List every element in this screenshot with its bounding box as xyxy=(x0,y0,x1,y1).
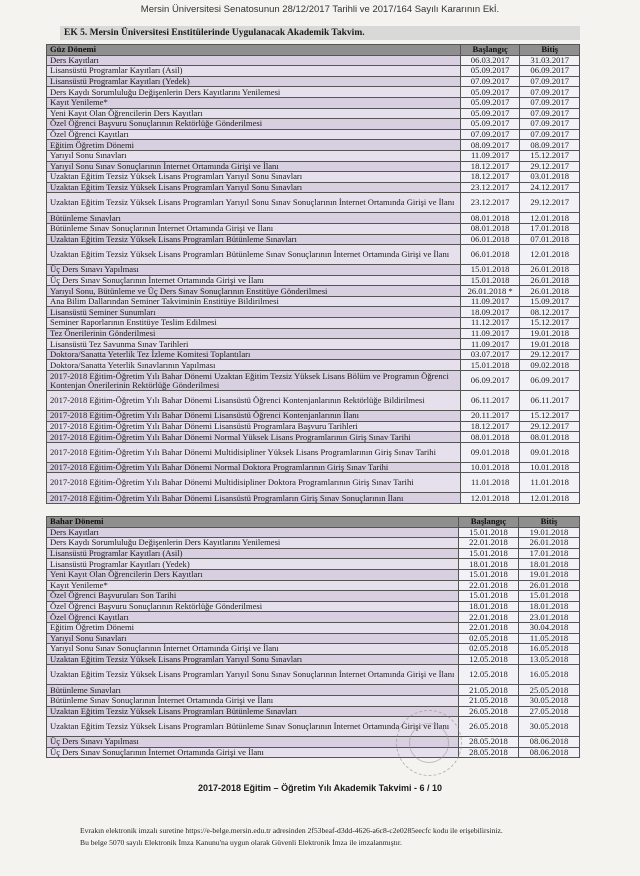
start-date: 18.12.2017 xyxy=(460,421,520,432)
end-date: 08.09.2017 xyxy=(520,140,580,151)
event-label: Özel Öğrenci Başvuru Sonuçlarının Rektörlüğe Gönderilmesi xyxy=(47,601,459,612)
table-row xyxy=(47,432,580,443)
end-date: 07.09.2017 xyxy=(520,108,580,119)
start-date: 28.05.2018 xyxy=(458,747,518,758)
end-date: 09.01.2018 xyxy=(520,442,580,462)
end-date: 07.01.2018 xyxy=(520,234,580,245)
event-label: Üç Ders Sınavı Yapılması xyxy=(47,737,459,748)
table-row xyxy=(47,538,580,549)
end-date: 12.01.2018 xyxy=(520,213,580,224)
event-label: Tez Önerilerinin Gönderilmesi xyxy=(47,328,461,339)
start-date: 12.05.2018 xyxy=(458,654,518,665)
start-date: 07.09.2017 xyxy=(460,129,520,140)
end-date: 03.01.2018 xyxy=(520,172,580,183)
event-label: 2017-2018 Eğitim-Öğretim Yılı Bahar Dönemi Multidisipliner Doktora Programlarının Giriş Sınav Tarihi xyxy=(47,473,461,493)
table-row xyxy=(47,97,580,108)
end-date: 15.09.2017 xyxy=(520,296,580,307)
event-label: Lisansüstü Programlar Kayıtları (Yedek) xyxy=(47,76,461,87)
event-label: Ders Kaydı Sorumluluğu Değişenlerin Ders Kayıtlarını Yenilemesi xyxy=(47,538,459,549)
start-date: 28.05.2018 xyxy=(458,737,518,748)
table-row xyxy=(47,473,580,493)
table-row xyxy=(47,172,580,183)
table-row xyxy=(47,717,580,737)
event-label: Ders Kaydı Sorumluluğu Değişenlerin Ders Kayıtlarını Yenilemesi xyxy=(47,87,461,98)
event-label: Doktora/Sanatta Yeterlik Tez İzleme Komitesi Toplantıları xyxy=(47,349,461,360)
end-date: 17.01.2018 xyxy=(519,548,580,559)
end-date: 23.01.2018 xyxy=(519,612,580,623)
event-label: Yeni Kayıt Olan Öğrencilerin Ders Kayıtları xyxy=(47,569,459,580)
table-row xyxy=(47,66,580,77)
table-row xyxy=(47,182,580,193)
table-row xyxy=(47,339,580,350)
start-date: 18.09.2017 xyxy=(460,307,520,318)
table-row xyxy=(47,527,580,538)
table-row xyxy=(47,654,580,665)
verification-text: Evrakın elektronik imzalı suretine https://e-belge.mersin.edu.tr adresinden 2f53beaf-d3dd-4626-a6c8-c2e0285eecfc kodu ile erişebilirsiniz. xyxy=(80,826,503,835)
end-date: 25.05.2018 xyxy=(519,685,580,696)
start-date: 02.05.2018 xyxy=(458,633,518,644)
end-date: 12.01.2018 xyxy=(520,245,580,265)
event-label: Uzaktan Eğitim Tezsiz Yüksek Lisans Programları Bütünleme Sınavları xyxy=(47,706,459,717)
event-label: 2017-2018 Eğitim-Öğretim Yılı Bahar Dönemi Normal Doktora Programlarının Giriş Sınav Tarihi xyxy=(47,462,461,473)
start-date: 15.01.2018 xyxy=(460,360,520,371)
end-date: 06.11.2017 xyxy=(520,391,580,411)
event-label: Eğitim Öğretim Dönemi xyxy=(47,140,461,151)
footer-title: 2017-2018 Eğitim – Öğretim Yılı Akademik Takvimi - 6 / 10 xyxy=(198,783,442,793)
table-row xyxy=(47,307,580,318)
end-date: 06.09.2017 xyxy=(520,66,580,77)
end-date: 17.01.2018 xyxy=(520,223,580,234)
table-row xyxy=(47,318,580,329)
start-date: 15.01.2018 xyxy=(460,265,520,276)
end-date: 30.05.2018 xyxy=(519,695,580,706)
table-row xyxy=(47,245,580,265)
event-label: 2017-2018 Eğitim-Öğretim Yılı Bahar Dönemi Lisansüstü Programların Giriş Sınav Sonuçlarının İlanı xyxy=(47,493,461,504)
start-date: 15.01.2018 xyxy=(458,527,518,538)
table-row xyxy=(47,371,580,391)
event-label: Yarıyıl Sonu Sınav Sonuçlarının İnternet Ortamında Girişi ve İlanı xyxy=(47,161,461,172)
event-label: Uzaktan Eğitim Tezsiz Yüksek Lisans Programları Yarıyıl Sonu Sınavları xyxy=(47,172,461,183)
end-date: 26.01.2018 xyxy=(520,275,580,286)
table-row xyxy=(47,411,580,422)
event-label: 2017-2018 Eğitim-Öğretim Yılı Bahar Dönemi Uzaktan Eğitim Tezsiz Yüksek Lisans Bölüm ve Programın Öğrenci Kontenjan Önerilerinin Rektörlüğe Gönderilmesi xyxy=(47,371,461,391)
end-date: 30.04.2018 xyxy=(519,622,580,633)
start-date: 22.01.2018 xyxy=(458,580,518,591)
event-label: Yarıyıl Sonu Sınavları xyxy=(47,150,461,161)
start-date: 12.05.2018 xyxy=(458,665,518,685)
table-row xyxy=(47,223,580,234)
end-date: 07.09.2017 xyxy=(520,129,580,140)
start-date: 11.09.2017 xyxy=(460,328,520,339)
start-date: 18.01.2018 xyxy=(458,559,518,570)
official-seal xyxy=(396,710,462,776)
start-date: 02.05.2018 xyxy=(458,644,518,655)
end-date: 29.12.2017 xyxy=(520,349,580,360)
end-date: 26.01.2018 xyxy=(520,265,580,276)
table-row xyxy=(47,193,580,213)
event-label: Doktora/Sanatta Yeterlik Sınavlarının Yapılması xyxy=(47,360,461,371)
table-row xyxy=(47,55,580,66)
table-row xyxy=(47,234,580,245)
event-label: Lisansüstü Programlar Kayıtları (Asil) xyxy=(47,66,461,77)
end-date: 26.01.2018 xyxy=(519,580,580,591)
event-label: Kayıt Yenileme* xyxy=(47,580,459,591)
table-row xyxy=(47,129,580,140)
table-row xyxy=(47,328,580,339)
event-label: Üç Ders Sınav Sonuçlarının İnternet Ortamında Girişi ve İlanı xyxy=(47,747,459,758)
start-date: 18.01.2018 xyxy=(458,601,518,612)
start-date: 06.01.2018 xyxy=(460,245,520,265)
event-label: Uzaktan Eğitim Tezsiz Yüksek Lisans Programları Yarıyıl Sonu Sınav Sonuçlarının İnternet Ortamında Girişi ve İlanı xyxy=(47,665,459,685)
end-date: 15.12.2017 xyxy=(520,150,580,161)
table-row xyxy=(47,559,580,570)
end-date: 18.01.2018 xyxy=(519,601,580,612)
end-date: 08.12.2017 xyxy=(520,307,580,318)
column-header-start: Başlangıç xyxy=(460,45,520,56)
column-header-end: Bitiş xyxy=(520,45,580,56)
event-label: 2017-2018 Eğitim-Öğretim Yılı Bahar Dönemi Multidisipliner Yüksek Lisans Programlarının Giriş Sınav Tarihi xyxy=(47,442,461,462)
table-row xyxy=(47,421,580,432)
section-title: Bahar Dönemi xyxy=(47,517,459,528)
table-row xyxy=(47,108,580,119)
table-row xyxy=(47,462,580,473)
end-date: 19.01.2018 xyxy=(519,569,580,580)
event-label: Eğitim Öğretim Dönemi xyxy=(47,622,459,633)
start-date: 07.09.2017 xyxy=(460,76,520,87)
start-date: 05.09.2017 xyxy=(460,108,520,119)
end-date: 07.09.2017 xyxy=(520,87,580,98)
spring-calendar-table xyxy=(46,516,580,758)
start-date: 22.01.2018 xyxy=(458,612,518,623)
table-row xyxy=(47,644,580,655)
table-row xyxy=(47,265,580,276)
end-date: 08.01.2018 xyxy=(520,432,580,443)
end-date: 15.12.2017 xyxy=(520,318,580,329)
end-date: 26.01.2018 xyxy=(520,286,580,297)
start-date: 15.01.2018 xyxy=(460,275,520,286)
event-label: Seminer Raporlarının Enstitüye Teslim Edilmesi xyxy=(47,318,461,329)
end-date: 19.01.2018 xyxy=(519,527,580,538)
event-label: Ders Kayıtları xyxy=(47,527,459,538)
fall-section-header xyxy=(47,45,580,56)
end-date: 19.01.2018 xyxy=(520,328,580,339)
table-row xyxy=(47,119,580,130)
event-label: Ders Kayıtları xyxy=(47,55,461,66)
start-date: 12.01.2018 xyxy=(460,493,520,504)
event-label: Bütünleme Sınavları xyxy=(47,213,461,224)
table-row xyxy=(47,296,580,307)
start-date: 22.01.2018 xyxy=(458,538,518,549)
end-date: 10.01.2018 xyxy=(520,462,580,473)
start-date: 08.09.2017 xyxy=(460,140,520,151)
start-date: 20.11.2017 xyxy=(460,411,520,422)
start-date: 08.01.2018 xyxy=(460,432,520,443)
start-date: 11.09.2017 xyxy=(460,150,520,161)
end-date: 29.12.2017 xyxy=(520,161,580,172)
start-date: 23.12.2017 xyxy=(460,182,520,193)
start-date: 10.01.2018 xyxy=(460,462,520,473)
column-header-start: Başlangıç xyxy=(458,517,518,528)
document-title: EK 5. Mersin Üniversitesi Enstitülerinde Uygulanacak Akademik Takvim. xyxy=(60,26,580,40)
column-header-end: Bitiş xyxy=(519,517,580,528)
table-row xyxy=(47,360,580,371)
table-row xyxy=(47,665,580,685)
start-date: 08.01.2018 xyxy=(460,213,520,224)
event-label: Yarıyıl Sonu, Bütünleme ve Üç Ders Sınav Sonuçlarının Enstitüye Gönderilmesi xyxy=(47,286,461,297)
signature-law-text: Bu belge 5070 sayılı Elektronik İmza Kanunu'na uygun olarak Güvenli Elektronik İmza ile imzalanmıştır. xyxy=(80,838,402,847)
event-label: Uzaktan Eğitim Tezsiz Yüksek Lisans Programları Yarıyıl Sonu Sınavları xyxy=(47,654,459,665)
event-label: 2017-2018 Eğitim-Öğretim Yılı Bahar Dönemi Lisansüstü Öğrenci Kontenjanlarının İlanı xyxy=(47,411,461,422)
end-date: 16.05.2018 xyxy=(519,644,580,655)
event-label: 2017-2018 Eğitim-Öğretim Yılı Bahar Dönemi Normal Yüksek Lisans Programlarının Giriş Sınav Tarihi xyxy=(47,432,461,443)
table-row xyxy=(47,349,580,360)
event-label: Bütünleme Sınav Sonuçlarının İnternet Ortamında Girişi ve İlanı xyxy=(47,223,461,234)
table-row xyxy=(47,695,580,706)
start-date: 22.01.2018 xyxy=(458,622,518,633)
start-date: 06.11.2017 xyxy=(460,391,520,411)
table-row xyxy=(47,213,580,224)
table-row xyxy=(47,706,580,717)
start-date: 06.03.2017 xyxy=(460,55,520,66)
end-date: 15.01.2018 xyxy=(519,591,580,602)
event-label: Lisansüstü Seminer Sunumları xyxy=(47,307,461,318)
end-date: 31.03.2017 xyxy=(520,55,580,66)
event-label: 2017-2018 Eğitim-Öğretim Yılı Bahar Dönemi Lisansüstü Öğrenci Kontenjanlarının Rektörlüğe Bildirilmesi xyxy=(47,391,461,411)
event-label: Üç Ders Sınav Sonuçlarının İnternet Ortamında Girişi ve İlanı xyxy=(47,275,461,286)
start-date: 21.05.2018 xyxy=(458,685,518,696)
table-row xyxy=(47,601,580,612)
start-date: 15.01.2018 xyxy=(458,569,518,580)
table-row xyxy=(47,747,580,758)
end-date: 16.05.2018 xyxy=(519,665,580,685)
table-row xyxy=(47,140,580,151)
event-label: Uzaktan Eğitim Tezsiz Yüksek Lisans Programları Yarıyıl Sonu Sınav Sonuçlarının İnternet Ortamında Girişi ve İlanı xyxy=(47,193,461,213)
table-row xyxy=(47,76,580,87)
start-date: 11.01.2018 xyxy=(460,473,520,493)
start-date: 06.01.2018 xyxy=(460,234,520,245)
end-date: 08.06.2018 xyxy=(519,747,580,758)
end-date: 19.01.2018 xyxy=(520,339,580,350)
event-label: Yeni Kayıt Olan Öğrencilerin Ders Kayıtları xyxy=(47,108,461,119)
e-signature-note xyxy=(80,825,600,849)
event-label: Özel Öğrenci Başvuruları Son Tarihi xyxy=(47,591,459,602)
start-date: 18.12.2017 xyxy=(460,161,520,172)
end-date: 06.09.2017 xyxy=(520,371,580,391)
table-row xyxy=(47,580,580,591)
event-label: Bütünleme Sınavları xyxy=(47,685,459,696)
start-date: 18.12.2017 xyxy=(460,172,520,183)
start-date: 03.07.2017 xyxy=(460,349,520,360)
table-row xyxy=(47,548,580,559)
event-label: Üç Ders Sınavı Yapılması xyxy=(47,265,461,276)
end-date: 12.01.2018 xyxy=(520,493,580,504)
end-date: 18.01.2018 xyxy=(519,559,580,570)
start-date: 06.09.2017 xyxy=(460,371,520,391)
event-label: 2017-2018 Eğitim-Öğretim Yılı Bahar Dönemi Lisansüstü Programlara Başvuru Tarihleri xyxy=(47,421,461,432)
start-date: 26.01.2018 * xyxy=(460,286,520,297)
start-date: 26.05.2018 xyxy=(458,706,518,717)
start-date: 05.09.2017 xyxy=(460,97,520,108)
end-date: 11.05.2018 xyxy=(519,633,580,644)
end-date: 29.12.2017 xyxy=(520,193,580,213)
end-date: 07.09.2017 xyxy=(520,119,580,130)
table-row xyxy=(47,286,580,297)
end-date: 15.12.2017 xyxy=(520,411,580,422)
start-date: 11.12.2017 xyxy=(460,318,520,329)
table-row xyxy=(47,737,580,748)
event-label: Lisansüstü Tez Savunma Sınav Tarihleri xyxy=(47,339,461,350)
end-date: 24.12.2017 xyxy=(520,182,580,193)
spring-section-header xyxy=(47,517,580,528)
event-label: Özel Öğrenci Başvuru Sonuçlarının Rektörlüğe Gönderilmesi xyxy=(47,119,461,130)
event-label: Bütünleme Sınav Sonuçlarının İnternet Ortamında Girişi ve İlanı xyxy=(47,695,459,706)
table-row xyxy=(47,633,580,644)
end-date: 11.01.2018 xyxy=(520,473,580,493)
start-date: 11.09.2017 xyxy=(460,296,520,307)
start-date: 11.09.2017 xyxy=(460,339,520,350)
end-date: 08.06.2018 xyxy=(519,737,580,748)
start-date: 05.09.2017 xyxy=(460,66,520,77)
end-date: 29.12.2017 xyxy=(520,421,580,432)
event-label: Uzaktan Eğitim Tezsiz Yüksek Lisans Programları Bütünleme Sınav Sonuçlarının İnternet Ortamında Girişi ve İlanı xyxy=(47,717,459,737)
table-row xyxy=(47,569,580,580)
start-date: 08.01.2018 xyxy=(460,223,520,234)
start-date: 23.12.2017 xyxy=(460,193,520,213)
event-label: Özel Öğrenci Kayıtları xyxy=(47,129,461,140)
event-label: Yarıyıl Sonu Sınavları xyxy=(47,633,459,644)
section-title: Güz Dönemi xyxy=(47,45,461,56)
start-date: 05.09.2017 xyxy=(460,87,520,98)
event-label: Yarıyıl Sonu Sınav Sonuçlarının İnternet Ortamında Girişi ve İlanı xyxy=(47,644,459,655)
table-row xyxy=(47,685,580,696)
end-date: 09.02.2018 xyxy=(520,360,580,371)
event-label: Uzaktan Eğitim Tezsiz Yüksek Lisans Programları Yarıyıl Sonu Sınavları xyxy=(47,182,461,193)
table-row xyxy=(47,591,580,602)
start-date: 15.01.2018 xyxy=(458,548,518,559)
event-label: Lisansüstü Programlar Kayıtları (Yedek) xyxy=(47,559,459,570)
table-row xyxy=(47,612,580,623)
end-date: 30.05.2018 xyxy=(519,717,580,737)
table-row xyxy=(47,161,580,172)
start-date: 26.05.2018 xyxy=(458,717,518,737)
event-label: Özel Öğrenci Kayıtları xyxy=(47,612,459,623)
event-label: Uzaktan Eğitim Tezsiz Yüksek Lisans Programları Bütünleme Sınavları xyxy=(47,234,461,245)
event-label: Ana Bilim Dallarından Seminer Takviminin Enstitüye Bildirilmesi xyxy=(47,296,461,307)
start-date: 15.01.2018 xyxy=(458,591,518,602)
table-row xyxy=(47,87,580,98)
table-row xyxy=(47,150,580,161)
event-label: Uzaktan Eğitim Tezsiz Yüksek Lisans Programları Bütünleme Sınav Sonuçlarının İnternet Ortamında Girişi ve İlanı xyxy=(47,245,461,265)
table-row xyxy=(47,622,580,633)
table-row xyxy=(47,442,580,462)
start-date: 21.05.2018 xyxy=(458,695,518,706)
end-date: 27.05.2018 xyxy=(519,706,580,717)
end-date: 13.05.2018 xyxy=(519,654,580,665)
page-header: Mersin Üniversitesi Senatosunun 28/12/2017 Tarihli ve 2017/164 Sayılı Kararının Ekİ. xyxy=(140,4,500,15)
event-label: Kayıt Yenileme* xyxy=(47,97,461,108)
start-date: 05.09.2017 xyxy=(460,119,520,130)
fall-calendar-table xyxy=(46,44,580,504)
table-row xyxy=(47,391,580,411)
end-date: 07.09.2017 xyxy=(520,76,580,87)
table-row xyxy=(47,275,580,286)
event-label: Lisansüstü Programlar Kayıtları (Asil) xyxy=(47,548,459,559)
end-date: 26.01.2018 xyxy=(519,538,580,549)
start-date: 09.01.2018 xyxy=(460,442,520,462)
end-date: 07.09.2017 xyxy=(520,97,580,108)
table-row xyxy=(47,493,580,504)
